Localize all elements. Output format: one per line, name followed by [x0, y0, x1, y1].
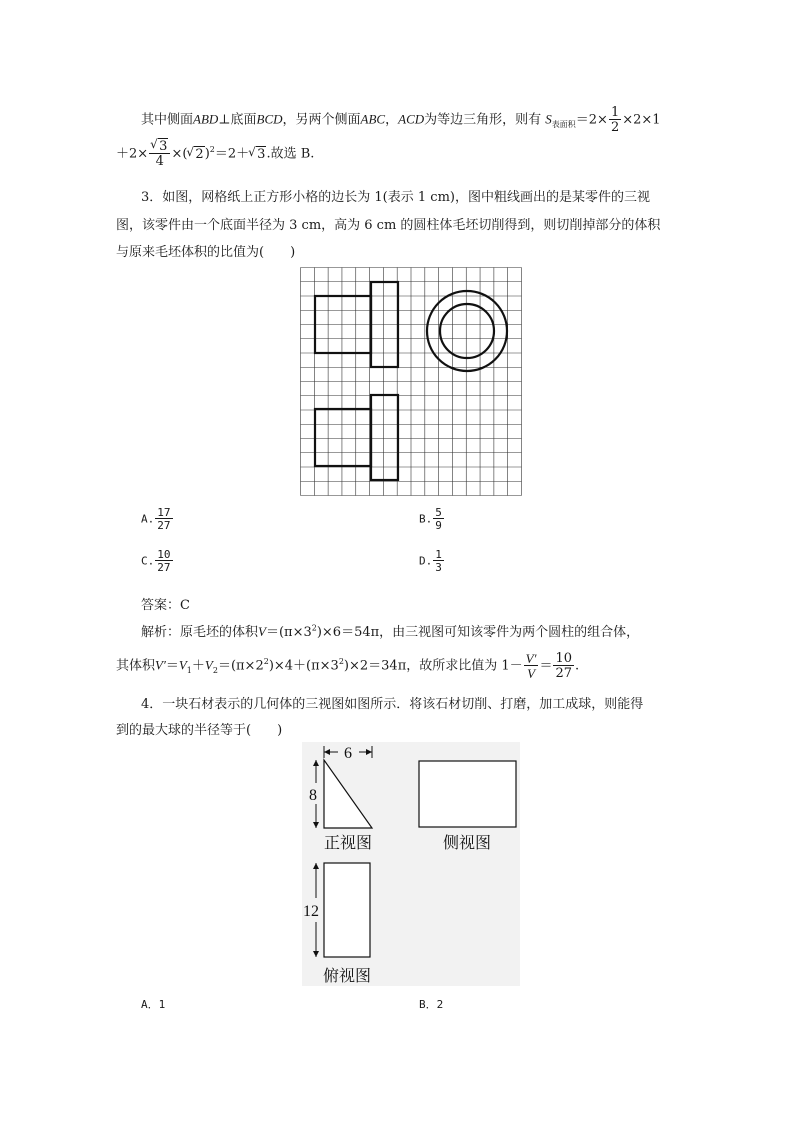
q4-line-2: 到的最大球的半径等于( ) [116, 723, 283, 738]
top-view-label: 俯视图 [322, 968, 372, 985]
fraction: $\frac{10}{27}$ [555, 651, 573, 681]
top-view-rect [324, 863, 370, 957]
analysis-line-2: 其体积$V'=V_1+V_2=(\pi\times 2^2)\times 4+(\pi\times 3^2)\times 2=34\pi$，故所求比值为 1－ $\frac{V'}{V}$ ＝ $\frac{10}{27}$ . [116, 651, 580, 681]
answer: 答案：C [141, 598, 190, 613]
solution-line-1: 其中侧面ABD⊥底面BCD，另两个侧面ABC，ACD为等边三角形，则有 $S_{表面积}=2\times$ $\frac{1}{2}$ ×2×1 [141, 105, 661, 135]
grid-lines [301, 268, 522, 496]
q3-option-d[interactable]: D. $\frac{1}{3}$ [419, 548, 442, 574]
dimension-height: 8 [309, 787, 317, 804]
sqrt: √ 3 [249, 147, 266, 162]
dimension-depth: 12 [303, 903, 319, 920]
three-view-grid-figure [300, 267, 522, 496]
fraction: $\frac{V'}{V}$ [525, 651, 537, 681]
sqrt: √ 2 [187, 147, 204, 162]
q3-line-2: 图，该零件由一个底面半径为 3 cm，高为 6 cm 的圆柱体毛坯切削得到，则切削掉部分的体积 [116, 218, 661, 233]
solution-line-2: ＋2× √ $\frac{3}{4}$ ×(√ 2)$^2$＝2＋√ 3.故选 B. [116, 140, 314, 168]
side-view-left-rect [315, 409, 371, 466]
q4-option-a[interactable]: A．1 [141, 998, 166, 1011]
q3-line-3: 与原来毛坯体积的比值为( ) [116, 245, 296, 260]
stone-three-view-figure [302, 742, 520, 986]
dimension-width: 6 [344, 745, 352, 762]
side-view-label: 侧视图 [442, 835, 492, 852]
q3-option-c[interactable]: C. $\frac{10}{27}$ [141, 548, 171, 574]
top-view-inner-circle [440, 304, 494, 358]
fraction: √ $\frac{3}{4}$ [149, 140, 170, 168]
q4-line-1: 4．一块石材表示的几何体的三视图如图所示．将该石材切削、打磨，加工成球，则能得 [141, 697, 644, 712]
analysis-line-1: 解析：原毛坯的体积$V=(\pi\times 3^2)\times 6=54\pi$，由三视图可知该零件为两个圆柱的组合体， [141, 623, 640, 640]
q3-line-1: 3．如图，网格纸上正方形小格的边长为 1(表示 1 cm)，图中粗线画出的是某零件的三视 [141, 190, 650, 205]
q3-option-a[interactable]: A. $\frac{17}{27}$ [141, 506, 171, 532]
fraction: $\frac{1}{2}$ [610, 105, 620, 135]
q3-option-b[interactable]: B. $\frac{5}{9}$ [419, 506, 442, 532]
q4-option-b[interactable]: B．2 [419, 998, 444, 1011]
front-view-label: 正视图 [323, 835, 373, 852]
side-view-rect [419, 761, 516, 827]
